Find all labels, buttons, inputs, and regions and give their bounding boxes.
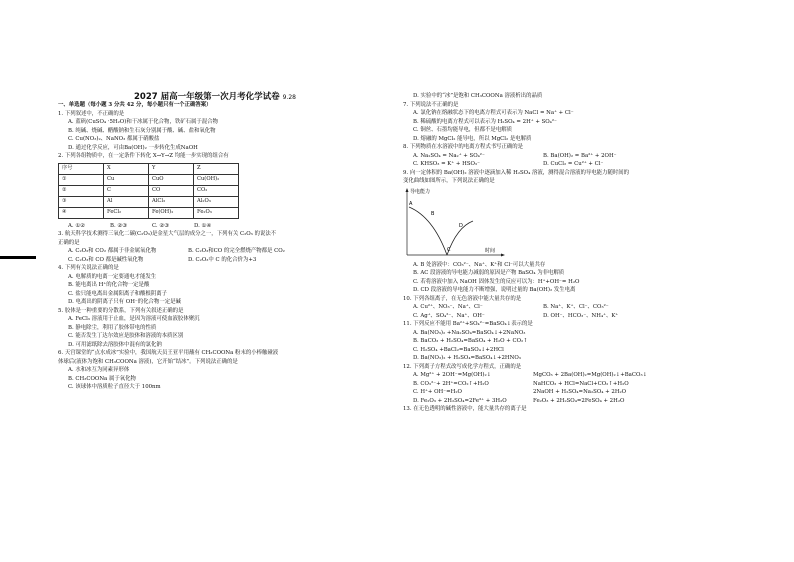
option-a-ionic: A. Mg²⁺ + 2OH⁻=Mg(OH)₂↓ bbox=[413, 372, 492, 378]
option-a: A. Ba(NO₃)₂ +Na₂SO₄=BaSO₄↓+2NaNO₃ bbox=[413, 329, 526, 336]
option-c: C. Cu(NO₃)₂、NaNO₃ 都属于硝酸盐 bbox=[68, 136, 160, 142]
question-stem: 4. 下列有关说法正确的是 bbox=[58, 265, 119, 271]
table-cell: ④ bbox=[59, 207, 104, 218]
question-10 bbox=[403, 295, 743, 321]
table-cell: Al₂O₃ bbox=[194, 196, 239, 207]
options-row bbox=[58, 256, 388, 265]
question-1 bbox=[58, 110, 388, 153]
point-label-d: D bbox=[459, 222, 463, 229]
question-stem: 12. 下列离子方程式改写成化学方程式，正确的是 bbox=[403, 363, 522, 370]
right-column bbox=[403, 92, 743, 414]
options-row bbox=[403, 160, 743, 169]
option-c-ionic: C. H⁺+ OH⁻=H₂O bbox=[413, 389, 462, 395]
table-cell: Fe₂O₃ bbox=[194, 207, 239, 218]
question-stem: 1. 下列叙述中，不正确的是 bbox=[58, 110, 125, 117]
question-stem: 13. 在无色透明的碱性溶液中，能大量共存的离子是 bbox=[403, 406, 527, 412]
table-cell: AlCl₃ bbox=[149, 196, 194, 207]
option-c: C. H₂SO₄ +BaCl₂=BaSO₄↓+2HCl bbox=[413, 346, 504, 353]
title-text: 2027 届高一年级第一次月考化学试卷 bbox=[134, 92, 280, 102]
title-date: 9.28 bbox=[282, 94, 296, 101]
option-d: D. CuCl₂ = Cu²⁺ + Cl⁻ bbox=[543, 161, 604, 167]
option-c-chemical: 2NaOH + H₂SO₄=Na₂SO₄ + 2H₂O bbox=[533, 389, 627, 395]
question-11 bbox=[403, 320, 743, 363]
option-a: A. Cu²⁺、NO₃⁻、Na⁺、Cl⁻ bbox=[413, 304, 483, 310]
option-c: C. 该球体中溶质粒子直径大于 100nm bbox=[68, 384, 161, 390]
question-stem: 6. 天宫课堂的“点水成冰”实验中，我国航天员王亚平用蘸有 CH₃COONa 粉末的小棒触碰液 bbox=[58, 350, 279, 356]
question-stem: 7. 下列说法不正确的是 bbox=[403, 101, 459, 108]
option-a: A. B 处溶液中：CO₃²⁻、Na⁺、K⁺和 Cl⁻可以大量共存 bbox=[413, 261, 546, 268]
question-stem: 8. 下列物质在水溶液中的电离方程式书写正确的是 bbox=[403, 144, 524, 150]
option-b: B. AC 段溶液的导电能力减弱的原因是产物 BaSO₄ 为非电解质 bbox=[413, 270, 565, 276]
question-stem-cont: 正确的是 bbox=[58, 239, 80, 246]
option-a: A. FeCl₃ 溶液用于止血，是因为溶液可使血液胶体聚沉 bbox=[68, 316, 200, 322]
option-b-chemical: NaHCO₃ + HCl=NaCl+CO₂↑+H₂O bbox=[533, 380, 629, 387]
question-13 bbox=[403, 405, 743, 414]
option-c: C. Ag⁺、SO₄²⁻、Na⁺、OH⁻ bbox=[413, 312, 485, 319]
options-row bbox=[403, 380, 743, 389]
table-header: Y bbox=[149, 163, 194, 174]
options-row bbox=[403, 152, 743, 161]
option-d: D. OH⁻、HCO₃⁻、NH₄⁺、K⁺ bbox=[543, 312, 619, 319]
table-header: X bbox=[104, 163, 149, 174]
question-4 bbox=[58, 264, 388, 307]
table-cell: ③ bbox=[59, 196, 104, 207]
option-a: A. C₂O₃和 CO₂ 都属于非金属氧化物 bbox=[68, 248, 157, 254]
question-12 bbox=[403, 363, 743, 406]
option-c: C. 若将溶液中加入 NaOH 固体发生的反应可以为：H⁺+OH⁻= H₂O bbox=[413, 278, 580, 285]
options-row bbox=[58, 247, 388, 256]
table-cell: FeCl₂ bbox=[104, 207, 149, 218]
option-d: D. 熔融的 MgCl₂ 能导电，所以 MgCl₂ 是电解质 bbox=[413, 135, 532, 142]
question-stem: 2. 下列各组物质中，在一定条件下转化 X→Y→Z 均能一步实现的组合有 bbox=[58, 153, 229, 159]
question-stem-cont: 体球后(液体为饱和 CH₃COONa 溶液)，它开始“结冰”。下列说法正确的是 bbox=[58, 358, 238, 365]
option-a: A. 蓝矾(CuSO₄ ·5H₂O)和干冰属于化合物，铁矿石属于混合物 bbox=[68, 119, 218, 125]
option-b: B. 稀硫酸的电离方程式可以表示为 H₂SO₄ = 2H⁺ + SO₄²⁻ bbox=[413, 118, 557, 125]
question-stem: 5. 胶体是一种重要的分散系，下列有关叙述正确的是 bbox=[58, 307, 184, 314]
option-d: D. Ba(NO₃)₂ + H₂SO₄=BaSO₄↓+2HNO₃ bbox=[413, 355, 521, 361]
option-d: D. 通过化学反应，可由Ba(OH)₂ 一步转化生成NaOH bbox=[68, 144, 198, 151]
conductivity-graph-svg bbox=[403, 187, 523, 259]
question-8 bbox=[403, 143, 743, 169]
y-axis-label: 导电能力 bbox=[410, 188, 431, 195]
table-cell: Al bbox=[104, 196, 149, 207]
option-b: B. Ba(OH)₂ = Ba²⁺ + 2OH⁻ bbox=[543, 152, 617, 159]
options-row bbox=[403, 312, 743, 321]
left-column bbox=[58, 101, 388, 392]
option-c: C. 盐只能电离出金属阳离子和酸根阴离子 bbox=[68, 290, 168, 297]
y-axis-arrow bbox=[406, 188, 409, 192]
table-cell: Cu(OH)₂ bbox=[194, 174, 239, 185]
option-a: A. Na₂SO₄ = Na₂⁺ + SO₄²⁻ bbox=[413, 152, 485, 159]
option-d-chemical: Fe₂O₃ + 2H₂SO₄=2FeSO₄ + 2H₂O bbox=[533, 397, 625, 404]
table-cell: CO bbox=[149, 185, 194, 196]
table-row bbox=[59, 174, 239, 185]
option-b-ionic: B. CO₃²⁻+ 2H⁺=CO₂↑+H₂O bbox=[413, 380, 489, 387]
option-b: B. ②③ bbox=[110, 222, 128, 229]
conversion-table bbox=[58, 163, 239, 219]
table-row bbox=[59, 185, 239, 196]
option-a-chemical: MgCO₃ + 2Ba(OH)₂=Mg(OH)₂↓+BaCO₃↓ bbox=[533, 372, 648, 378]
option-a: A. 水和冰互为同素异形体 bbox=[68, 367, 130, 373]
table-row bbox=[59, 196, 239, 207]
point-label-c: C bbox=[447, 246, 451, 253]
option-a: A. ①② bbox=[68, 222, 85, 229]
question-stem: 3. 航天科学技术测得三氧化二碳(C₂O₃)是金星大气层的成分之一，下列有关 C₂O₃ 的说法不 bbox=[58, 231, 277, 237]
question-6 bbox=[58, 349, 388, 392]
question-3 bbox=[58, 230, 388, 264]
option-d: D. 实验中的“冰”是饱和 CH₃COONa 溶液析出的晶质 bbox=[413, 93, 543, 99]
option-d: D. C₂O₃中 C 的化合价为+3 bbox=[188, 256, 257, 263]
question-stem: 10. 下列各组离子，在无色溶液中能大量共存的是 bbox=[403, 295, 522, 302]
question-stem: 9. 向一定体积的 Ba(OH)₂ 溶液中逐滴加入稀 H₂SO₄ 溶液，测得混合溶液的导电能力随时间的 bbox=[403, 169, 630, 176]
options-row bbox=[403, 397, 743, 406]
table-cell: Cu bbox=[104, 174, 149, 185]
option-c: C. 能否发生丁达尔效应是胶体和溶液的本质区别 bbox=[68, 333, 184, 339]
question-7 bbox=[403, 101, 743, 144]
table-header: Z bbox=[194, 163, 239, 174]
table-cell: CO₂ bbox=[194, 185, 239, 196]
table-header: 序号 bbox=[59, 163, 104, 174]
point-label-a: A bbox=[409, 200, 413, 207]
section-heading: 一、单选题（每小题 3 分共 42 分，每小题只有一个正确答案） bbox=[58, 102, 212, 108]
table-cell: C bbox=[104, 185, 149, 196]
option-a: A. 氯化钠在熔融状态下的电离方程式可表示为 NaCl = Na⁺ + Cl⁻ bbox=[413, 110, 574, 116]
option-b: B. 能电离出 H⁺的化合物一定是酸 bbox=[68, 282, 150, 288]
option-c: C. C₂O₃和 CO 都是碱性氧化物 bbox=[68, 256, 144, 263]
question-5 bbox=[58, 307, 388, 350]
option-b: B. CH₃COONa 属于氧化物 bbox=[68, 375, 136, 382]
option-c: C. 铜丝、石墨均能导电，但都不是电解质 bbox=[413, 127, 513, 133]
option-d: D. 可用滤纸除去溶胶体中混有的氯化钠 bbox=[68, 341, 162, 348]
conductivity-graph bbox=[403, 187, 743, 259]
options-row bbox=[58, 222, 388, 231]
point-label-b: B bbox=[431, 210, 435, 217]
x-axis-arrow bbox=[501, 253, 505, 256]
option-b: B. 纯碱、烧碱、醋酸钠和生石灰分别属于酸、碱、盐和氧化物 bbox=[68, 127, 216, 134]
table-cell: CuO bbox=[149, 174, 194, 185]
options-row bbox=[403, 303, 743, 312]
option-b: B. C₂O₃和CO 的完全燃烧产物都是 CO₂ bbox=[188, 248, 285, 254]
option-d-ionic: D. Fe₂O₃ + 2H₂SO₄=2Fe³⁺ + 3H₂O bbox=[413, 397, 507, 404]
question-2 bbox=[58, 152, 388, 230]
options-row bbox=[403, 371, 743, 380]
option-c: C. ②③ bbox=[152, 222, 170, 229]
option-d: D. CD 段溶液的导电能力不断增强，说明过量的 Ba(OH)₂ 发生电离 bbox=[413, 287, 576, 293]
x-axis-label: 时间 bbox=[485, 247, 496, 254]
margin-mark bbox=[0, 256, 36, 259]
option-c: C. KHSO₃ = K⁺ + HSO₃⁻ bbox=[413, 161, 480, 167]
question-stem: 11. 下列反应不能用 Ba²⁺+SO₄²⁻=BaSO₄↓表示的是 bbox=[403, 321, 533, 327]
option-d: D. ①④ bbox=[194, 222, 212, 229]
option-d: D. 电离出的阴离子只有 OH⁻的化合物一定是碱 bbox=[68, 299, 181, 305]
table-cell: ② bbox=[59, 185, 104, 196]
question-stem-cont: 变化曲线如图所示，下列说法正确的是 bbox=[403, 178, 495, 184]
table-header-row bbox=[59, 163, 239, 174]
table-row bbox=[59, 207, 239, 218]
option-b: B. BaCO₃ + H₂SO₄=BaSO₄ + H₂O + CO₂↑ bbox=[413, 338, 528, 344]
curve-descending bbox=[409, 207, 447, 255]
table-cell: ① bbox=[59, 174, 104, 185]
option-b: B. 静电除尘，利用了胶体带电的性质 bbox=[68, 324, 157, 331]
option-b: B. Na⁺、K⁺、Cl⁻、CO₃²⁻ bbox=[543, 304, 609, 310]
options-row bbox=[403, 388, 743, 397]
option-a: A. 电解质的电离一定要通电才能发生 bbox=[68, 273, 157, 280]
question-9 bbox=[403, 169, 743, 295]
table-cell: Fe(OH)₂ bbox=[149, 207, 194, 218]
